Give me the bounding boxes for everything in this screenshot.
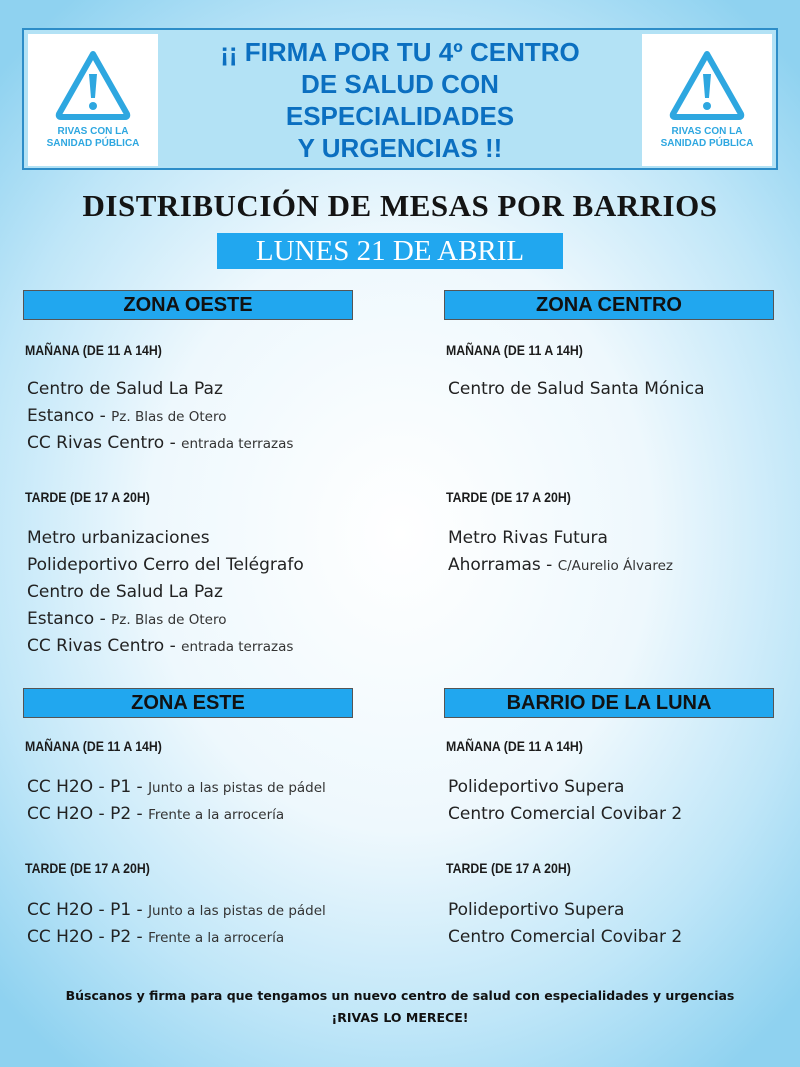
page-title: DISTRIBUCIÓN DE MESAS POR BARRIOS [82,188,718,223]
warning-triangle-icon [53,48,133,122]
warning-triangle-icon [667,48,747,122]
logo-text: RIVAS CON LA SANIDAD PÚBLICA [46,126,140,149]
morning-locations [448,774,682,828]
header-banner [22,28,778,170]
morning-locations [448,376,705,403]
list-item: CC Rivas Centro - entrada terrazas [27,433,294,453]
list-item: CC H2O - P1 - Junto a las pistas de pádel [27,777,326,797]
list-item: Metro Rivas Futura [448,528,608,548]
list-item: CC Rivas Centro - entrada terrazas [27,636,294,656]
afternoon-locations [448,897,682,951]
logo-left [28,34,158,166]
afternoon-label: TARDE (DE 17 A 20H) [446,489,571,505]
zone-header: ZONA ESTE [23,688,353,718]
list-item: Centro de Salud La Paz [27,582,223,602]
zone-oeste [23,290,353,670]
list-item: CC H2O - P2 - Frente a la arrocería [27,927,285,947]
footer-slogan: ¡RIVAS LO MERECE! [331,1010,469,1025]
zone-header: BARRIO DE LA LUNA [444,688,774,718]
morning-label: MAÑANA (DE 11 A 14H) [25,342,162,358]
morning-locations [27,376,293,457]
logo-text: RIVAS CON LA SANIDAD PÚBLICA [660,126,754,149]
afternoon-locations [27,525,304,660]
zone-centro [444,290,774,590]
footer-message [0,985,800,1029]
list-item: Centro de Salud Santa Mónica [448,379,705,399]
campaign-headline: ¡¡ FIRMA POR TU 4º CENTRO DE SALUD CON ESPECIALIDADES Y URGENCIAS !! [220,37,580,163]
zone-este [23,688,353,958]
morning-label: MAÑANA (DE 11 A 14H) [25,738,162,754]
list-item: CC H2O - P1 - Junto a las pistas de pádel [27,900,326,920]
list-item: Polideportivo Supera [448,777,625,797]
afternoon-label: TARDE (DE 17 A 20H) [446,860,571,876]
morning-locations [27,774,326,828]
afternoon-label: TARDE (DE 17 A 20H) [25,489,150,505]
logo-right [642,34,772,166]
list-item: CC H2O - P2 - Frente a la arrocería [27,804,285,824]
zone-header: ZONA OESTE [23,290,353,320]
list-item: Estanco - Pz. Blas de Otero [27,406,227,426]
afternoon-locations [448,525,673,579]
list-item: Centro Comercial Covibar 2 [448,804,683,824]
zone-barrio-de-la-luna [444,688,774,958]
list-item: Centro Comercial Covibar 2 [448,927,683,947]
list-item: Estanco - Pz. Blas de Otero [27,609,227,629]
morning-label: MAÑANA (DE 11 A 14H) [446,738,583,754]
list-item: Ahorramas - C/Aurelio Álvarez [448,555,673,575]
zone-header: ZONA CENTRO [444,290,774,320]
list-item: Centro de Salud La Paz [27,379,223,399]
list-item: Metro urbanizaciones [27,528,210,548]
list-item: Polideportivo Supera [448,900,625,920]
footer-line: Búscanos y firma para que tengamos un nuevo centro de salud con especialidades y urgencias [65,988,735,1003]
afternoon-label: TARDE (DE 17 A 20H) [25,860,150,876]
date-banner: LUNES 21 DE ABRIL [217,233,563,269]
list-item: Polideportivo Cerro del Telégrafo [27,555,304,575]
afternoon-locations [27,897,326,951]
morning-label: MAÑANA (DE 11 A 14H) [446,342,583,358]
